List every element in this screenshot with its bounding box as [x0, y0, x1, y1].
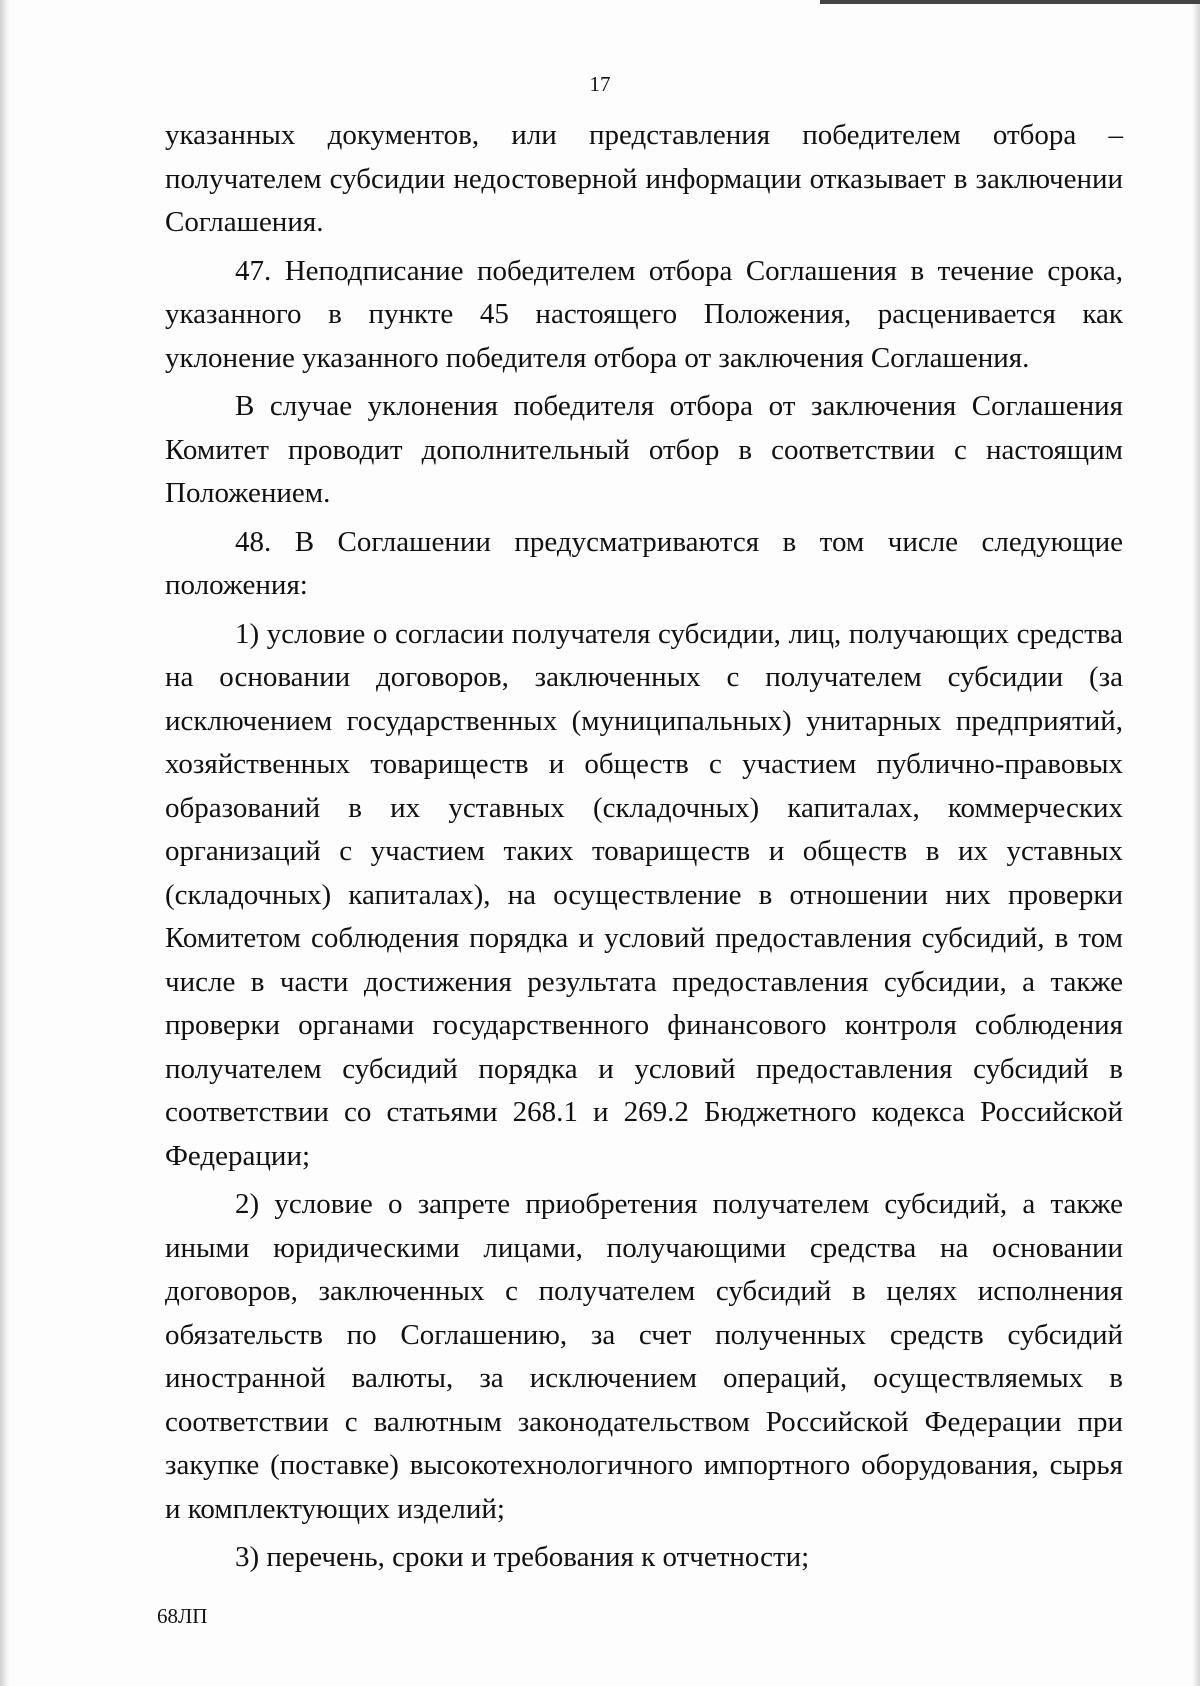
list-item-3: 3) перечень, сроки и требования к отчетности; — [235, 1541, 810, 1573]
paragraph-continuation: указанных документов, или представления победителем отбора – получателем субсидии недостоверной информации отказывает в заключении Соглашения. — [165, 119, 1123, 238]
scan-edge-right — [1192, 0, 1200, 1686]
document-body — [165, 114, 1123, 1585]
scan-edge-left — [0, 0, 10, 1686]
paragraph-evasion: В случае уклонения победителя отбора от заключения Соглашения Комитет проводит дополнительный отбор в соответствии с настоящим Положением. — [165, 390, 1123, 509]
paragraph-48: 48. В Соглашении предусматриваются в том числе следующие положения: — [165, 525, 1123, 601]
list-item-2: 2) условие о запрете приобретения получателем субсидий, а также иными юридическими лицами, получающими средства на основании договоров, заключенных с получателем субсидий в целях исполнения обязательств по Соглашению, за счет полученных средств субсидий иностранной валюты, за исключением операций, осуществляемых в соответствии с валютным законодательством Российской Федерации при закупке (поставке) высокотехнологичного импортного оборудования, сырья и комплектующих изделий; — [165, 1188, 1123, 1525]
page-number: 17 — [589, 72, 611, 96]
paragraph-47: 47. Неподписание победителем отбора Соглашения в течение срока, указанного в пункте 45 настоящего Положения, расценивается как уклонение указанного победителя отбора от заключения Соглашения. — [165, 254, 1123, 374]
list-item-1: 1) условие о согласии получателя субсидии, лиц, получающих средства на основании договоров, заключенных с получателем субсидии (за исключением государственных (муниципальных) унитарных предприятий, хозяйственных товариществ и обществ с участием публично-правовых образований в их уставных (складочных) капиталах, коммерческих организаций с участием таких товариществ и обществ в их уставных (складочных) капиталах), на осуществление в отношении них проверки Комитетом соблюдения порядка и условий предоставления субсидий, в том числе в части достижения результата предоставления субсидии, а также проверки органами государственного финансового контроля соблюдения получателем субсидий порядка и условий предоставления субсидий в соответствии со статьями 268.1 и 269.2 Бюджетного кодекса Российской Федерации; — [165, 617, 1123, 1172]
footer-document-code: 68ЛП — [157, 1604, 208, 1628]
scan-edge-top — [820, 0, 1200, 4]
